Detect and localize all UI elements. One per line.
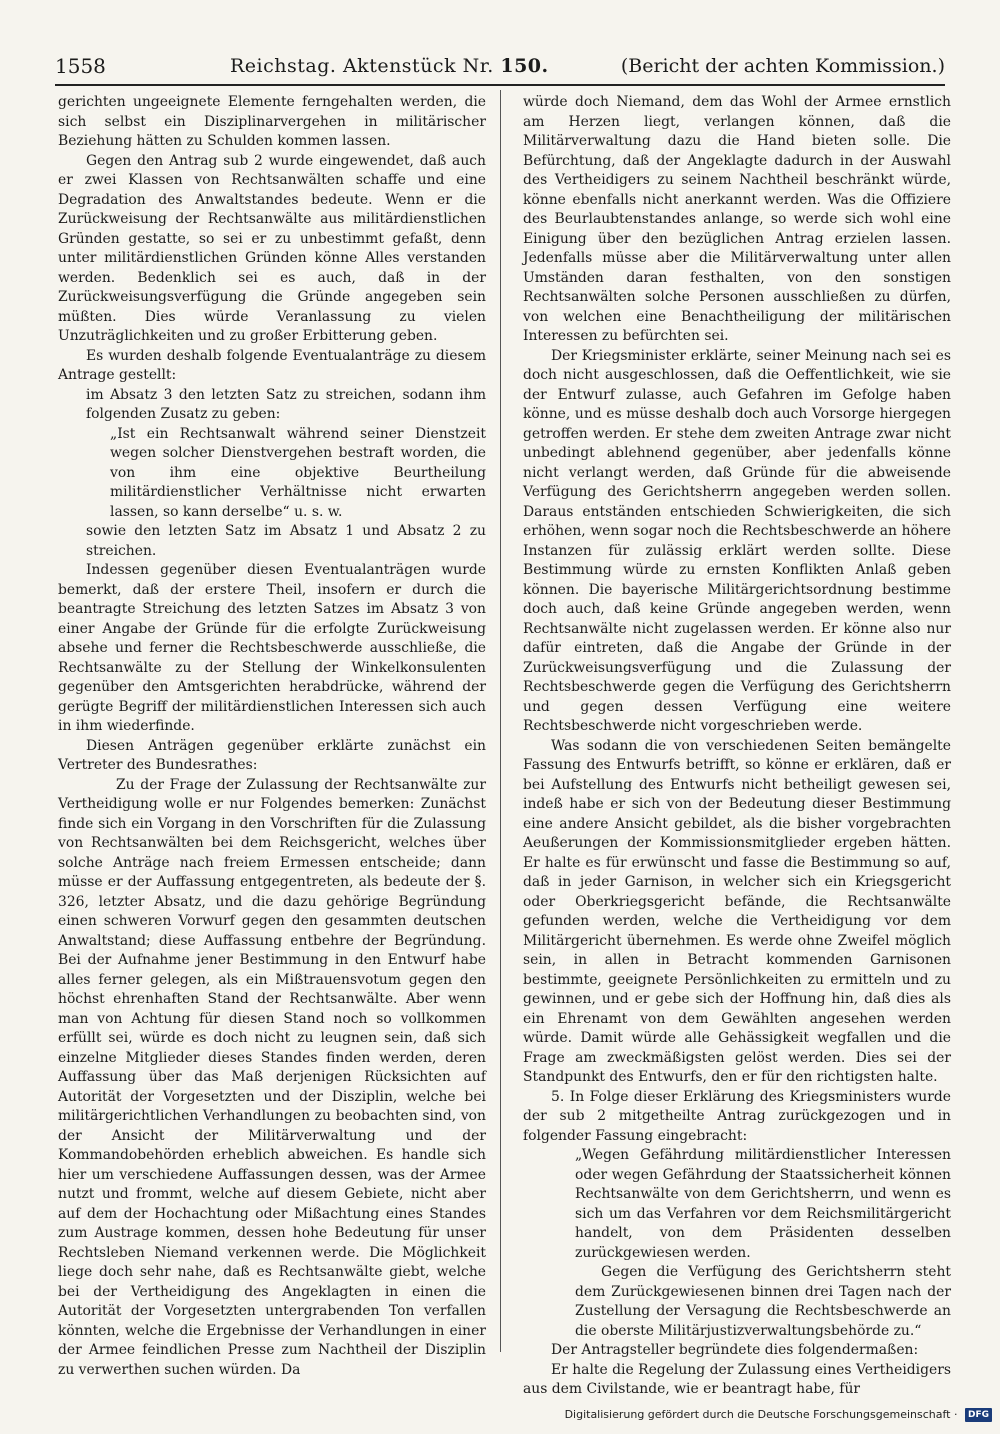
column-divider [500,90,501,1352]
quoted-amendment: Gegen die Verfügung des Gerichtsherrn steht dem Zurückgewiesenen binnen drei Tagen nach der Zustellung der Versagung die Rechtsbeschwerde an die oberste Militärjustizverwaltungsbehörde zu.“ [575,1264,951,1339]
motion-text: sowie den letzten Satz im Absatz 1 und Absatz 2 zu streichen. [86,523,486,559]
paragraph: würde doch Niemand, dem das Wohl der Armee ernstlich am Herzen liegt, verlangen können, daß die Militärverwaltung dazu die Hand bieten solle. Die Befürchtung, daß der Angeklagte dadurch in der Auswahl des Vertheidigers zu seinem Nachtheil beschränkt würde, könne ebenfalls nicht anerkannt werden. Was die Offiziere des Beurlaubtenstandes anlange, so werde sich wohl eine Einigung über den bezüglichen Antrag erzielen lassen. Jedenfalls müsse aber die Militärverwaltung unter allen Umständen daran festhalten, von den sonstigen Rechtsanwälten solche Personen ausschließen zu dürfen, von welchen eine Benachtheiligung der militärischen Interessen zu befürchten sei. [523,94,951,344]
paragraph: Gegen den Antrag sub 2 wurde eingewendet, daß auch er zwei Klassen von Rechtsanwälten schaffe und eine Degradation des Anwaltstandes bedeute. Wenn er die Zurückweisung der Rechtsanwälte aus militärdienstlichen Gründen gestatte, so sei er zu unbestimmt gefaßt, denn unter militärdienstlichen Gründen könne Alles verstanden werden. Bedenklich sei es auch, daß in der Zurückweisungsverfügung die Gründe angegeben sein müßten. Dies würde Veranlassung zu vielen Unzuträglichkeiten und zu großer Erbitterung geben. [58,152,486,344]
paragraph: Der Antragsteller begründete dies folgendermaßen: [551,1342,919,1358]
paragraph: Der Kriegsminister erklärte, seiner Meinung nach sei es doch nicht ausgeschlossen, daß die Oeffentlichkeit, wie sie der Entwurf zulasse, auch Gefahren im Gefolge haben könne, und es müsse deshalb doch auch Vorsorge hiergegen getroffen werden. Er stehe dem zweiten Antrage zwar nicht unbedingt ablehnend gegenüber, aber jedenfalls könne nicht verlangt werden, daß Gründe für die abweisende Verfügung des Gerichtsherrn angegeben werden sollen. Daraus entständen entschieden Schwierigkeiten, die sich erhöhen, wenn sogar noch die Rechtsbeschwerde an höhere Instanzen für zulässig erklärt werden sollte. Diese Bestimmung würde zu ernsten Konflikten Anlaß geben können. Die bayerische Militärgerichtsordnung bestimme doch auch, daß keine Gründe angegeben werden, wenn Rechtsanwälte nicht zugelassen werden. Er könne also nur dafür eintreten, daß die Angabe der Gründe in der Zurückweisungsverfügung und die Zulassung der Rechtsbeschwerde gegen die Verfügung des Gerichtsherrn und gegen dessen Verfügung eine weitere Rechtsbeschwerde nicht vorgeschrieben werde. [523,347,951,734]
paragraph: Zu der Frage der Zulassung der Rechtsanwälte zur Vertheidigung wolle er nur Folgendes bemerken: Zunächst finde sich ein Vorgang in den Vorschriften für die Zulassung von Rechtsanwälten bei dem Reichsgericht, welches über solche Anträge nach freiem Ermessen entscheide; dann müsse er der Auffassung entgegentreten, als bedeute der §. 326, letzter Absatz, und die dazu gehörige Begründung einen schweren Vorwurf gegen den gesammten deutschen Anwaltstand; diese Auffassung entbehre der Begründung. Bei der Aufnahme jener Bestimmung in den Entwurf habe alles ferner gelegen, als ein Mißtrauensvotum gegen den höchst ehrenhaften Stand der Rechtsanwälte. Aber wenn man von Achtung für diesen Stand noch so vollkommen erfüllt sei, würde es doch nicht zu leugnen sein, daß sich einzelne Mitglieder dieses Standes finden werden, deren Auffassung über das Maß derjenigen Rücksichten auf Autorität der Vorgesetzten und der Disziplin, welche bei militärgerichtlichen Verhandlungen zu beobachten sind, von der Ansicht der Militärverwaltung und der Kommandobehörden erheblich abweichen. Es handle sich hier um verschiedene Auffassungen dessen, was der Armee nutzt und frommt, welche auf diesem Gebiete, nicht aber auf dem der Hochachtung oder Mißachtung eines Standes zum Austrage kommen, dessen hohe Bedeutung für unser Rechtsleben Niemand verkennen werde. Die Möglichkeit liege doch sehr nahe, daß es Rechtsanwälte giebt, welche bei der Vertheidigung des Angeklagten in einen die Autorität der Vorgesetzten untergrabenden Ton verfallen könnten, welche die Ergebnisse der Verhandlungen in einer der Armee feindlichen Presse zum Nachtheil der Disziplin zu verwerthen suchen würden. Da [58,776,486,1378]
paragraph: Diesen Anträgen gegenüber erklärte zunächst ein Vertreter des Bundesrathes: [58,737,486,773]
paragraph: Indessen gegenüber diesen Eventualanträgen wurde bemerkt, daß der erstere Theil, insofern er durch die beantragte Streichung des letzten Satzes im Absatz 3 von einer Angabe der Gründe für die erfolgte Zurückweisung absehe und ferner die Rechtsbeschwerde ausschließe, die Rechtsanwälte zu der Stellung der Winkelkonsulenten gegenüber den Amtsgerichten herabdrücke, während der gerügte Begriff der militärdienstlichen Interessen sich auch in ihm wiederfinde. [58,562,486,734]
running-title-text: Reichstag. Aktenstück Nr. [230,55,494,77]
page-header [55,50,945,82]
quoted-amendment: „Wegen Gefährdung militärdienstlicher Interessen oder wegen Gefährdung der Staatssicherheit können Rechtsanwälte von dem Gerichtsherrn, und wenn es sich um das Verfahren vor dem Reichsmilitärgericht handelt, von dem Präsidenten desselben zurückgewiesen werden. [575,1147,951,1261]
paragraph: Es wurden deshalb folgende Eventualanträge zu diesem Antrage gestellt: [58,347,486,383]
right-column [523,93,951,1397]
quoted-amendment: „Ist ein Rechtsanwalt während seiner Dienstzeit wegen solcher Dienstvergehen bestraft worden, die von ihm eine objektive Beurtheilung militärdienstlicher Verhältnisse nicht erwarten lassen, so kann derselbe“ u. s. w. [110,425,486,520]
paragraph: gerichten ungeeignete Elemente ferngehalten werden, die sich selbst ein Disziplinarvergehen in militärischer Beziehung hätten zu Schulden kommen lassen. [58,94,486,149]
paragraph: 5. In Folge dieser Erklärung des Kriegsministers wurde der sub 2 mitgetheilte Antrag zurückgezogen und in folgender Fassung eingebracht: [523,1088,951,1144]
credit-text: Digitalisierung gefördert durch die Deutsche Forschungsgemeinschaft · [564,1408,958,1421]
running-title [230,50,549,82]
document-number: 150. [500,55,549,77]
running-subtitle: (Bericht der achten Kommission.) [620,55,945,77]
left-column [58,93,486,1378]
motion-text: im Absatz 3 den letzten Satz zu streichen, sodann ihm folgenden Zusatz zu geben: [86,386,486,422]
paragraph: Was sodann die von verschiedenen Seiten bemängelte Fassung des Entwurfs betrifft, so könne er erklären, daß er bei Aufstellung des Entwurfs nicht betheiligt gewesen sei, indeß habe er sich von der Bedeutung dieser Bestimmung eine andere Ansicht gebildet, als die bisher vorgebrachten Aeußerungen der Kommissionsmitglieder ergeben hätten. Er halte es für erwünscht und fasse die Bestimmung so auf, daß in jeder Garnison, in welcher sich ein Kriegsgericht oder Oberkriegsgericht befände, die Rechtsanwälte gefunden werden, welche die Vertheidigung vor dem Militärgericht übernehmen. Es werde ohne Zweifel möglich sein, in allen in Betracht kommenden Garnisonen bestimmte, geeignete Persönlichkeiten zu ermitteln und zu gewinnen, und er gebe sich der Hoffnung hin, daß dies als ein Ehrenamt von dem Gewählten angesehen werden würde. Damit würde alle Gehässigkeit wegfallen und die Frage am zweckmäßigsten gelöst werden. Dies sei der Standpunkt des Entwurfs, den er für den richtigsten halte. [523,737,951,1085]
paragraph: Er halte die Regelung der Zulassung eines Vertheidigers aus dem Civilstande, wie er beantragt habe, für [523,1361,951,1397]
page-number: 1558 [55,54,106,78]
digitization-credit [565,1406,992,1424]
dfg-logo: DFG [965,1408,992,1422]
header-rule [55,84,945,86]
